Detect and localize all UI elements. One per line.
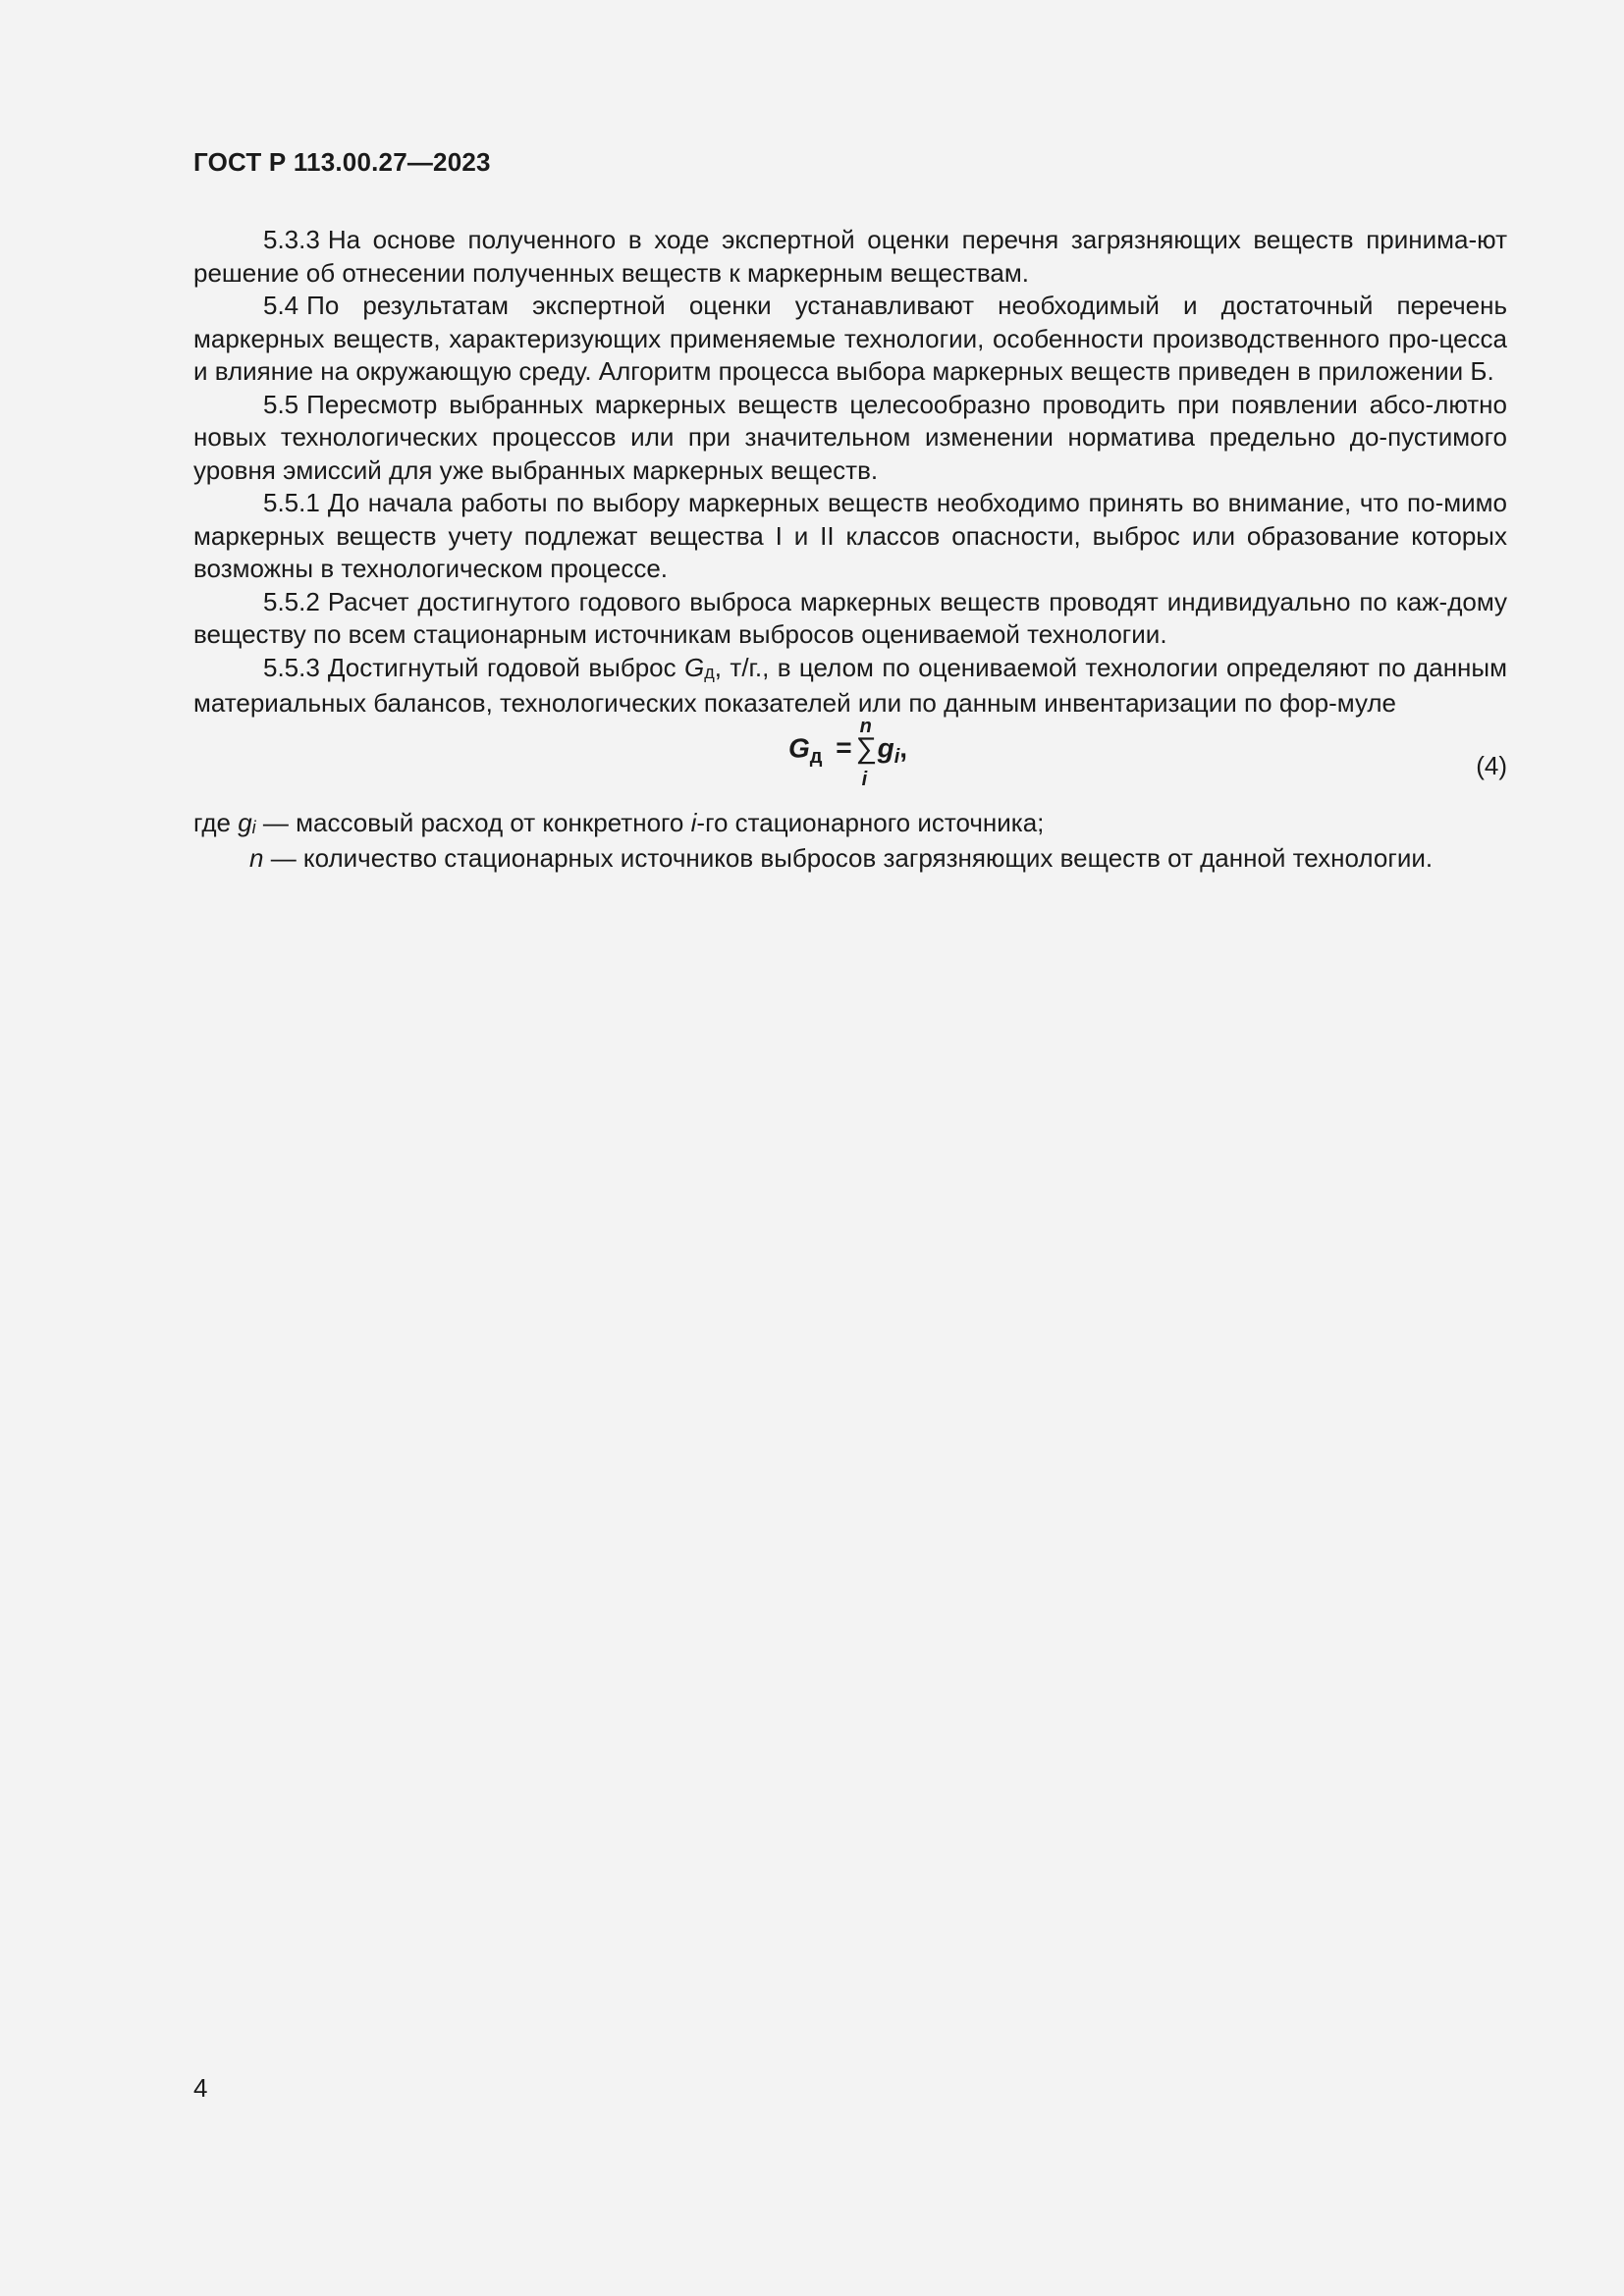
paragraph-5-5-1 <box>193 487 1507 586</box>
paragraph-5-5 <box>193 389 1507 488</box>
formula-lhs: G <box>788 731 810 763</box>
formula-block <box>193 715 1507 807</box>
g-symbol-subscript: i <box>251 817 256 837</box>
definition-g <box>193 807 1507 843</box>
where-word: где <box>193 807 231 837</box>
clause-number: 5.4 <box>263 291 299 320</box>
formula-4 <box>788 715 908 790</box>
g-symbol: g <box>238 807 252 837</box>
g-definition-end: -го стационарного источника; <box>696 807 1045 837</box>
clause-number: 5.5.3 <box>263 652 320 682</box>
i-symbol: i <box>690 807 697 837</box>
paragraph-5-5-3 <box>193 652 1507 721</box>
summation-upper-limit: n <box>859 715 872 737</box>
clause-number: 5.5.1 <box>263 488 320 517</box>
clause-text-end: , т/г., в целом по оцениваемой технологии определяют по данным материальных балансов, технологических показателей или по данным инвентаризации по фор-муле <box>193 652 1507 718</box>
clause-text: На основе полученного в ходе экспертной оценки перечня загрязняющих веществ принима-ют решение об отнесении полученных веществ к маркерным веществам. <box>193 225 1507 288</box>
document-body <box>193 224 1507 876</box>
formula-term: g <box>877 731 894 763</box>
clause-text-start: Достигнутый годовой выброс <box>327 652 677 682</box>
paragraph-5-5-2 <box>193 586 1507 652</box>
definition-n <box>193 842 1507 876</box>
clause-number: 5.3.3 <box>263 225 320 254</box>
clause-number: 5.5.2 <box>263 586 320 616</box>
n-definition: — количество стационарных источников выбросов загрязняющих веществ от данной технологии. <box>270 843 1434 873</box>
sigma-icon: ∑ <box>855 731 878 765</box>
formula-lhs-subscript: д <box>809 745 823 768</box>
formula-trailing: , <box>899 731 908 763</box>
n-symbol: n <box>249 843 264 873</box>
g-definition-start: — массовый расход от конкретного <box>262 807 684 837</box>
paragraph-5-3-3 <box>193 224 1507 290</box>
emission-symbol: G <box>684 652 705 682</box>
page-number: 4 <box>193 2073 208 2103</box>
clause-text: По результатам экспертной оценки устанавливают необходимый и достаточный перечень маркерных веществ, характеризующих применяемые технологии, особенности производственного про-цесса и влияние на окружающую среду. Алгоритм процесса выбора маркерных веществ приведен в приложении Б. <box>193 291 1507 386</box>
formula-equals: = <box>836 731 852 763</box>
emission-symbol-subscript: д <box>704 662 715 682</box>
clause-text: Расчет достигнутого годового выброса маркерных веществ проводят индивидуально по каж-дому веществу по всем стационарным источникам выбросов оцениваемой технологии. <box>193 586 1507 649</box>
clause-text: Пересмотр выбранных маркерных веществ целесообразно проводить при появлении абсо-лютно новых технологических процессов или при значительном изменении норматива предельно до-пустимого уровня эмиссий для уже выбранных маркерных веществ. <box>193 389 1507 485</box>
paragraph-5-4 <box>193 290 1507 389</box>
formula-term-subscript: i <box>893 745 900 768</box>
document-code-header: ГОСТ Р 113.00.27—2023 <box>193 147 491 177</box>
summation-lower-limit: i <box>861 768 868 790</box>
equation-number: (4) <box>1476 750 1507 780</box>
clause-number: 5.5 <box>263 389 299 419</box>
summation <box>855 715 878 790</box>
clause-text: До начала работы по выбору маркерных веществ необходимо принять во внимание, что по-мимо маркерных веществ учету подлежат вещества I и II классов опасности, выброс или образование которых возможны в технологическом процессе. <box>193 488 1507 583</box>
